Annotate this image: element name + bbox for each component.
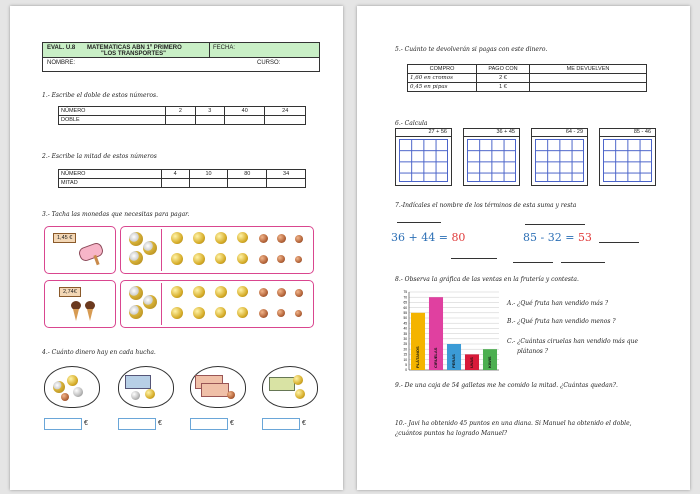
coin-10c-icon[interactable] bbox=[237, 286, 248, 297]
bar-label: PERAS bbox=[451, 354, 457, 368]
coin-5c-icon[interactable] bbox=[259, 288, 268, 297]
coin-icon bbox=[293, 375, 303, 385]
coin-10c-icon[interactable] bbox=[215, 253, 226, 264]
amount-input[interactable] bbox=[262, 418, 300, 430]
change-table bbox=[407, 64, 647, 92]
coin-icon bbox=[73, 387, 83, 397]
answer-line[interactable] bbox=[525, 224, 585, 225]
price-tag: 2,74€ bbox=[59, 287, 81, 297]
q6-title: 6.- Calcula bbox=[395, 120, 428, 127]
answer-line[interactable] bbox=[397, 222, 441, 223]
banknote-5-icon bbox=[125, 375, 151, 389]
q7-title: 7.-Indícales el nombre de los términos de esta suma y resta bbox=[395, 202, 577, 209]
fecha-label: FECHA: bbox=[213, 45, 236, 51]
half-table bbox=[58, 169, 306, 188]
coin-5c-icon[interactable] bbox=[259, 234, 268, 243]
q8-c2: plátanos ? bbox=[517, 348, 549, 355]
answer-cell[interactable] bbox=[228, 179, 267, 188]
answer-line[interactable] bbox=[513, 262, 553, 263]
y-tick-label: 50 bbox=[403, 316, 407, 321]
y-tick-label: 35 bbox=[403, 331, 407, 336]
table-cell: 4 bbox=[161, 170, 189, 179]
coin-20c-icon[interactable] bbox=[193, 286, 205, 298]
calc-box[interactable] bbox=[395, 128, 452, 186]
q8-a: A.- ¿Qué fruta han vendido más ? bbox=[507, 300, 609, 307]
coin-1c-icon[interactable] bbox=[295, 256, 302, 263]
coin-1euro-icon[interactable] bbox=[143, 295, 157, 309]
coin-2euro-icon[interactable] bbox=[129, 232, 143, 246]
bar-label: KIWIS bbox=[487, 356, 493, 368]
q3-title: 3.- Tacha las monedas que necesitas para pagar. bbox=[42, 211, 190, 218]
y-tick-label: 75 bbox=[403, 290, 407, 295]
item-box-icecream bbox=[44, 226, 116, 274]
piggy-bank-icon bbox=[262, 366, 318, 408]
table-header: ME DEVUELVEN bbox=[530, 65, 647, 74]
topic-label: "LOS TRANSPORTES" bbox=[101, 51, 167, 57]
nombre-label: NOMBRE: bbox=[47, 60, 76, 66]
eval-label: EVAL. U.8 bbox=[47, 45, 76, 51]
coin-icon bbox=[131, 391, 140, 400]
sum-expression: 36 + 44 = 80 bbox=[391, 231, 466, 244]
y-tick-label: 70 bbox=[403, 295, 407, 300]
y-tick-label: 0 bbox=[405, 368, 407, 373]
curso-label: CURSO: bbox=[257, 60, 281, 66]
fruit-sales-chart bbox=[395, 286, 505, 376]
q5-title: 5.- Cuánto te devolverán si pagas con este dinero. bbox=[395, 46, 548, 53]
coin-5c-icon[interactable] bbox=[259, 309, 268, 318]
price-tag: 1,45 € bbox=[53, 233, 76, 243]
left-page bbox=[10, 6, 343, 490]
table-cell: 0,45 en pipas bbox=[408, 83, 477, 92]
coin-10c-icon[interactable] bbox=[237, 232, 248, 243]
subject-label: MATEMATICAS ABN 1º PRIMERO bbox=[87, 45, 182, 51]
answer-cell[interactable] bbox=[530, 83, 647, 92]
bar-label: PLÁTANOS bbox=[415, 346, 421, 368]
q10-line1: 10.- Javi ha obtenido 45 puntos en una diana. Si Manuel ha obtenido el doble, bbox=[395, 420, 632, 427]
answer-cell[interactable] bbox=[189, 179, 228, 188]
answer-cell[interactable] bbox=[166, 116, 195, 125]
answer-cell[interactable] bbox=[224, 116, 265, 125]
euro-sign: € bbox=[230, 420, 234, 427]
table-cell: 1,60 en cromos bbox=[408, 74, 477, 83]
answer-line[interactable] bbox=[451, 258, 497, 259]
table-cell: NÚMERO bbox=[59, 107, 166, 116]
coin-20c-icon[interactable] bbox=[193, 307, 205, 319]
answer-cell[interactable] bbox=[265, 116, 306, 125]
calc-operation: 36 + 45 bbox=[464, 129, 519, 137]
y-tick-label: 40 bbox=[403, 326, 407, 331]
table-cell: NÚMERO bbox=[59, 170, 162, 179]
double-table bbox=[58, 106, 306, 125]
q4-title: 4.- Cuánto dinero hay en cada hucha. bbox=[42, 349, 156, 356]
calc-box[interactable] bbox=[599, 128, 656, 186]
piggy-bank-icon bbox=[44, 366, 100, 408]
y-tick-label: 60 bbox=[403, 305, 407, 310]
y-tick-label: 15 bbox=[403, 352, 407, 357]
q8-title: 8.- Observa la gráfica de las ventas en la frutería y contesta. bbox=[395, 276, 579, 283]
y-tick-label: 10 bbox=[403, 357, 407, 362]
coins-box-2 bbox=[120, 280, 314, 328]
amount-input[interactable] bbox=[44, 418, 82, 430]
coin-5c-icon[interactable] bbox=[259, 255, 268, 264]
answer-line[interactable] bbox=[599, 242, 639, 243]
y-tick-label: 65 bbox=[403, 300, 407, 305]
coin-20c-icon[interactable] bbox=[193, 232, 205, 244]
sub-expression: 85 - 32 = 53 bbox=[523, 231, 592, 244]
coin-10c-icon[interactable] bbox=[215, 307, 226, 318]
answer-line[interactable] bbox=[561, 262, 605, 263]
table-header: COMPRO bbox=[408, 65, 477, 74]
exam-header bbox=[42, 42, 320, 72]
calc-operation: 85 - 46 bbox=[600, 129, 655, 137]
coin-50c-icon[interactable] bbox=[171, 286, 183, 298]
euro-sign: € bbox=[84, 420, 88, 427]
coin-20c-icon[interactable] bbox=[215, 286, 227, 298]
coin-50c-icon[interactable] bbox=[171, 232, 183, 244]
table-cell: DOBLE bbox=[59, 116, 166, 125]
table-cell: 1 € bbox=[477, 83, 530, 92]
coin-5c-icon[interactable] bbox=[277, 288, 286, 297]
q8-c1: C.- ¿Cuántas ciruelas han vendido más que bbox=[507, 338, 638, 345]
table-cell: 3 bbox=[195, 107, 224, 116]
coin-1c-icon[interactable] bbox=[295, 310, 302, 317]
coin-2c-icon[interactable] bbox=[295, 289, 303, 297]
coin-1euro-icon[interactable] bbox=[129, 251, 143, 265]
coin-icon bbox=[53, 381, 65, 393]
banknote-10-icon bbox=[201, 383, 229, 397]
calc-operation: 64 - 29 bbox=[532, 129, 587, 137]
q10-line2: ¿cuántos puntos ha logrado Manuel? bbox=[395, 430, 508, 437]
coin-icon bbox=[67, 375, 78, 386]
calc-box[interactable] bbox=[463, 128, 520, 186]
coin-2euro-icon[interactable] bbox=[129, 286, 143, 300]
table-cell: 2 € bbox=[477, 74, 530, 83]
y-tick-label: 20 bbox=[403, 347, 407, 352]
table-cell: 40 bbox=[224, 107, 265, 116]
table-cell: 24 bbox=[265, 107, 306, 116]
q1-title: 1.- Escribe el doble de estos números. bbox=[42, 92, 158, 99]
coins-box-1 bbox=[120, 226, 314, 274]
table-cell: MITAD bbox=[59, 179, 162, 188]
q8-b: B.- ¿Qué fruta han vendido menos ? bbox=[507, 318, 616, 325]
y-tick-label: 45 bbox=[403, 321, 407, 326]
coin-50c-icon[interactable] bbox=[171, 307, 183, 319]
piggy-bank-icon bbox=[190, 366, 246, 408]
amount-input[interactable] bbox=[118, 418, 156, 430]
item-box-cones bbox=[44, 280, 116, 328]
coin-2c-icon[interactable] bbox=[277, 309, 285, 317]
coin-10c-icon[interactable] bbox=[237, 307, 248, 318]
coin-50c-icon[interactable] bbox=[171, 253, 183, 265]
coin-2c-icon[interactable] bbox=[295, 235, 303, 243]
table-cell: 2 bbox=[166, 107, 195, 116]
euro-sign: € bbox=[302, 420, 306, 427]
answer-cell[interactable] bbox=[267, 179, 306, 188]
answer-cell[interactable] bbox=[195, 116, 224, 125]
banknote-20-icon bbox=[269, 377, 295, 391]
y-tick-label: 30 bbox=[403, 337, 407, 341]
coin-20c-icon[interactable] bbox=[215, 232, 227, 244]
answer-cell[interactable] bbox=[161, 179, 189, 188]
y-tick-label: 5 bbox=[405, 363, 407, 367]
piggy-bank-icon bbox=[118, 366, 174, 408]
euro-sign: € bbox=[158, 420, 162, 427]
coin-10c-icon[interactable] bbox=[237, 253, 248, 264]
bar-label: CIRUELAS bbox=[433, 347, 439, 368]
answer-cell[interactable] bbox=[530, 74, 647, 83]
coin-icon bbox=[295, 389, 305, 399]
coin-1euro-icon[interactable] bbox=[143, 241, 157, 255]
table-cell: 34 bbox=[267, 170, 306, 179]
coin-1euro-icon[interactable] bbox=[129, 305, 143, 319]
y-tick-label: 25 bbox=[403, 342, 407, 347]
right-page bbox=[357, 6, 690, 490]
q9-title: 9.- De una caja de 54 galletas me he comido la mitad. ¿Cuántas quedan?. bbox=[395, 382, 618, 389]
coin-5c-icon[interactable] bbox=[277, 234, 286, 243]
table-cell: 80 bbox=[228, 170, 267, 179]
coin-icon bbox=[227, 391, 235, 399]
coin-20c-icon[interactable] bbox=[193, 253, 205, 265]
amount-input[interactable] bbox=[190, 418, 228, 430]
y-tick-label: 55 bbox=[403, 311, 407, 315]
ice-cream-icon bbox=[77, 241, 104, 262]
calc-box[interactable] bbox=[531, 128, 588, 186]
coin-icon bbox=[61, 393, 69, 401]
calc-operation: 27 + 56 bbox=[396, 129, 451, 137]
q2-title: 2.- Escribe la mitad de estos números bbox=[42, 153, 157, 160]
table-cell: 10 bbox=[189, 170, 228, 179]
coin-icon bbox=[145, 389, 155, 399]
bar-label: UVAS bbox=[469, 357, 475, 368]
table-header: PAGO CON bbox=[477, 65, 530, 74]
coin-2c-icon[interactable] bbox=[277, 255, 285, 263]
